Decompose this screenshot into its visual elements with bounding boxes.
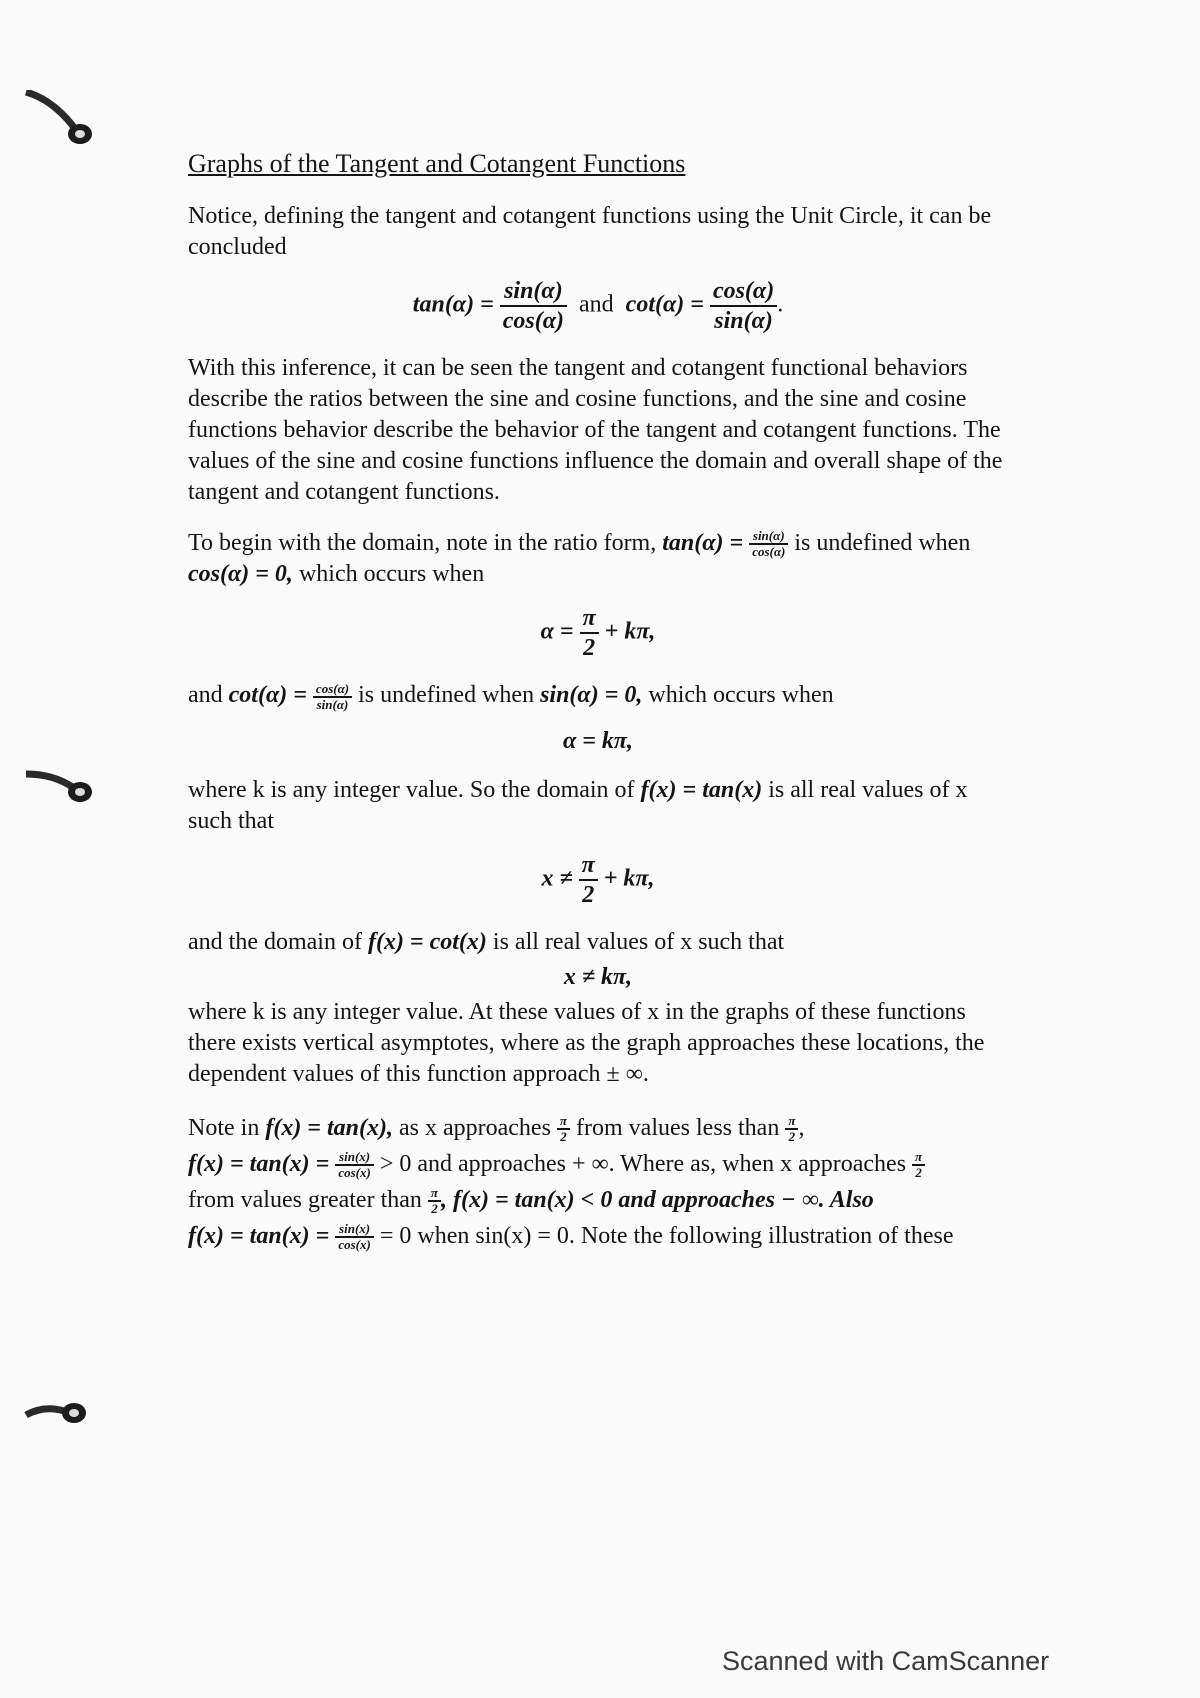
binder-ring-icon <box>24 90 94 150</box>
page-title: Graphs of the Tangent and Cotangent Functions <box>188 149 686 178</box>
domain-paragraph: To begin with the domain, note in the ratio form, tan(α) = $\frac{\sin(\alpha)}{\cos(\alpha)}$ is undefined when cos(α) = 0, which occurs when <box>188 528 971 588</box>
inference-paragraph: With this inference, it can be seen the tangent and cotangent functional behaviors describe the ratios between the sine and cosine functions, and the sine and cosine functions behavior describe the behavior of the tangent and cotangent functions. The values of the sine and cosine functions influence the domain and overall shape of the tangent and cotangent functions. <box>188 355 1003 505</box>
fraction: $\frac{\cos(\alpha)}{\sin(\alpha)}$ <box>710 277 777 335</box>
intro-paragraph: Notice, defining the tangent and cotangent functions using the Unit Circle, it can be concluded <box>188 203 992 260</box>
tan-domain-paragraph: where k is any integer value. So the domain of f(x) = tan(x) is all real values of x such that <box>188 776 968 834</box>
equation-x-neq-k-pi: x ≠ kπ, <box>563 963 633 990</box>
fraction: $\frac{\pi}{2}$ <box>912 1150 925 1180</box>
fraction: $\frac{\sin(\alpha)}{\cos(\alpha)}$ <box>500 277 567 335</box>
document-body <box>188 148 1008 1254</box>
fraction: $\frac{\pi}{2}$ <box>579 851 598 909</box>
scanner-watermark: Scanned with CamScanner <box>722 1646 1050 1676</box>
fraction: $\frac{\pi}{2}$ <box>557 1114 570 1144</box>
fraction: $\frac{\pi}{2}$ <box>580 604 599 662</box>
fraction: $\frac{\pi}{2}$ <box>785 1114 798 1144</box>
fraction: $\frac{\cos(\alpha)}{\sin(\alpha)}$ <box>313 682 352 712</box>
fraction: $\frac{\sin(x)}{\cos(x)}$ <box>335 1150 374 1180</box>
fraction: $\frac{\sin(\alpha)}{\cos(\alpha)}$ <box>749 529 788 559</box>
equation-alpha-pi-half: α = $\frac{\pi}{2}$ + kπ, <box>540 605 656 662</box>
tan-behavior-paragraph: Note in f(x) = tan(x), as x approaches $\frac{\pi}{2}$ from values less than $\frac{\pi}{2}$ , f(x) = tan(x) = $\frac{\sin(x)}{\cos(x)}$ > 0 and approaches + ∞. Where as, when x approaches $\frac{\pi}{2}$ from values greater than $\frac{\pi}{2}$ , f(x) = tan(x) < 0 and approaches − ∞. Also f(x) = tan(x) = $\frac{\sin(x)}{\cos(x)}$ = 0 when sin(x) = 0. Note the following illustration of these <box>188 1113 954 1253</box>
equation-tan-cot-ratio: tan(α) = $\frac{\sin(\alpha)}{\cos(\alpha)}$ and cot(α) = $\frac{\cos(\alpha)}{\sin(\alpha)}$ . <box>412 278 784 334</box>
fraction: $\frac{\sin(x)}{\cos(x)}$ <box>335 1222 374 1252</box>
binder-ring-icon <box>24 760 94 820</box>
binder-ring-icon <box>24 1385 94 1445</box>
cot-domain-paragraph: and cot(α) = $\frac{\cos(\alpha)}{\sin(\alpha)}$ is undefined when sin(α) = 0, which occurs when <box>188 680 834 712</box>
asymptote-paragraph: where k is any integer value. At these values of x in the graphs of these functions there exists vertical asymptotes, where as the graph approaches these locations, the dependent values of this function approach ± ∞. <box>188 998 985 1087</box>
equation-x-neq-pi-half: x ≠ $\frac{\pi}{2}$ + kπ, <box>541 851 655 908</box>
equation-alpha-k-pi: α = kπ, <box>562 727 634 754</box>
cot-domain-statement: and the domain of f(x) = cot(x) is all real values of x such that <box>188 928 785 955</box>
fraction: $\frac{\pi}{2}$ <box>428 1186 441 1216</box>
